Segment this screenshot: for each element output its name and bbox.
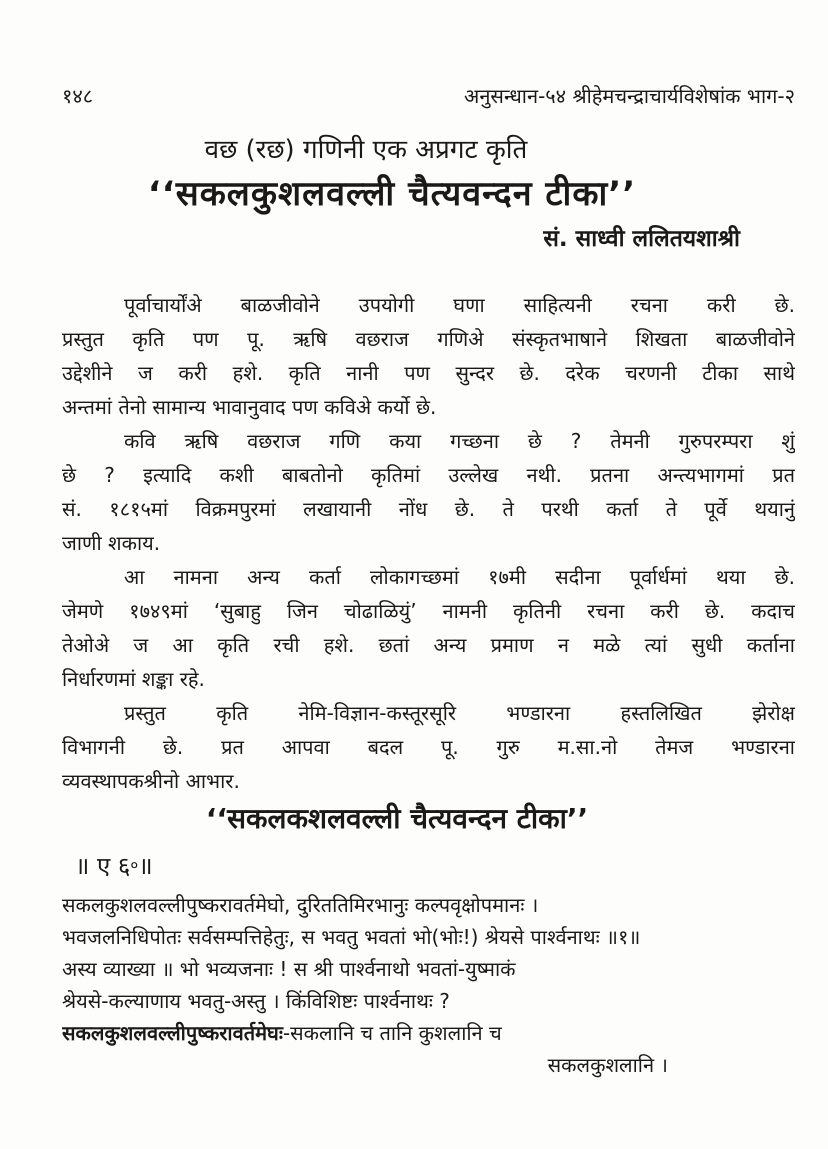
invocation-circle: ० [130, 856, 139, 874]
journal-title: अनुसन्धान-५४ श्रीहेमचन्द्राचार्यविशेषांक भाग-२ [464, 84, 795, 108]
tika-section-heading: ‘‘सकलकशलवल्ली चैत्यवन्दन टीका’’ [205, 802, 589, 835]
text-line: सं. १८१५मां विक्रमपुरमां लखायानी नोंध छे. ते परथी कर्ता ते पूर्वे थयानुं [62, 497, 795, 521]
verse-line-2: भवजलनिधिपोतः सर्वसम्पत्तिहेतुः, स भवतु भवतां भो(भोः!) श्रेयसे पार्श्वनाथः ॥१॥ [62, 925, 641, 949]
paragraph-3 [62, 560, 795, 696]
invocation-open: ॥ ए ६ [75, 852, 131, 880]
gloss-continuation: सकलकुशलानि । [547, 1053, 668, 1077]
running-header [62, 84, 795, 108]
text-line: पूर्वाचार्योंअे बाळजीवोने उपयोगी घणा साहित्यनी रचना करी छे. [124, 293, 795, 317]
text-line: आ नामना अन्य कर्ता लोकागच्छमां १७मी सदीना पूर्वार्धमां थया छे. [124, 565, 795, 589]
article-title: ‘‘सकलकुशलवल्ली चैत्यवन्दन टीका’’ [147, 174, 637, 214]
article-body [62, 288, 795, 798]
gloss-term: सकलकुशलवल्लीपुष्करावर्तमेघः [62, 1021, 283, 1045]
text-line: छे ? इत्यादि कशी बाबतोनो कृतिमां उल्लेख नथी. प्रतना अन्त्यभागमां प्रत [62, 463, 795, 487]
commentary-line-2: श्रेयसे-कल्याणाय भवतु-अस्तु । किंविशिष्टः पार्श्वनाथः ? [62, 989, 450, 1013]
invocation-close: ॥ [138, 852, 153, 880]
text-line: प्रस्तुत कृति पण पू. ऋषि वछराज गणिअे संस्कृतभाषाने शिखता बाळजीवोने [62, 327, 795, 351]
text-line: प्रस्तुत कृति नेमि-विज्ञान-कस्तूरसूरि भण्डारना हस्तलिखित झेरोक्ष [124, 701, 795, 725]
paragraph-4 [62, 696, 795, 798]
text-line: निर्धारणमां शङ्का रहे. [62, 667, 205, 691]
text-line: उद्देशीने ज करी हशे. कृति नानी पण सुन्दर छे. दरेक चरणनी टीका साथे [62, 361, 795, 385]
article-kicker: वछ (रछ) गणिनी एक अप्रगट कृति [204, 135, 528, 165]
invocation-mark [75, 848, 795, 883]
paragraph-2 [62, 424, 795, 560]
text-line: जाणी शकाय. [62, 531, 161, 555]
text-line: कवि ऋषि वछराज गणि कया गच्छना छे ? तेमनी गुरुपरम्परा शुं [124, 429, 795, 453]
text-line: जेमणे १७४९मां ‘सुबाहु जिन चोढाळियुं’ नामनी कृतिनी रचना करी छे. कदाच [62, 599, 795, 623]
gloss-line [62, 1017, 795, 1049]
text-line: विभागनी छे. प्रत आपवा बदल पू. गुरु म.सा.नो तेमज भण्डारना [62, 735, 795, 759]
text-line: तेओअे ज आ कृति रची हशे. छतां अन्य प्रमाण न मळे त्यां सुधी कर्ताना [62, 633, 795, 657]
text-line: व्यवस्थापकश्रीनो आभार. [62, 769, 240, 793]
page-number: १४८ [62, 84, 94, 108]
text-line: अन्तमां तेनो सामान्य भावानुवाद पण कविअे कर्यो छे. [62, 395, 437, 419]
article-editor: सं. साध्वी ललितयशाश्री [543, 226, 740, 252]
paragraph-1 [62, 288, 795, 424]
commentary-line-1: अस्य व्याख्या ॥ भो भव्यजनाः ! स श्री पार्श्वनाथो भवतां-युष्माकं [62, 957, 516, 981]
verse-line-1: सकलकुशलवल्लीपुष्करावर्तमेघो, दुरिततिमिरभानुः कल्पवृक्षोपमानः । [62, 893, 539, 917]
verse-and-commentary [62, 889, 795, 1081]
gloss-rest: -सकलानि च तानि कुशलानि च [282, 1021, 502, 1045]
